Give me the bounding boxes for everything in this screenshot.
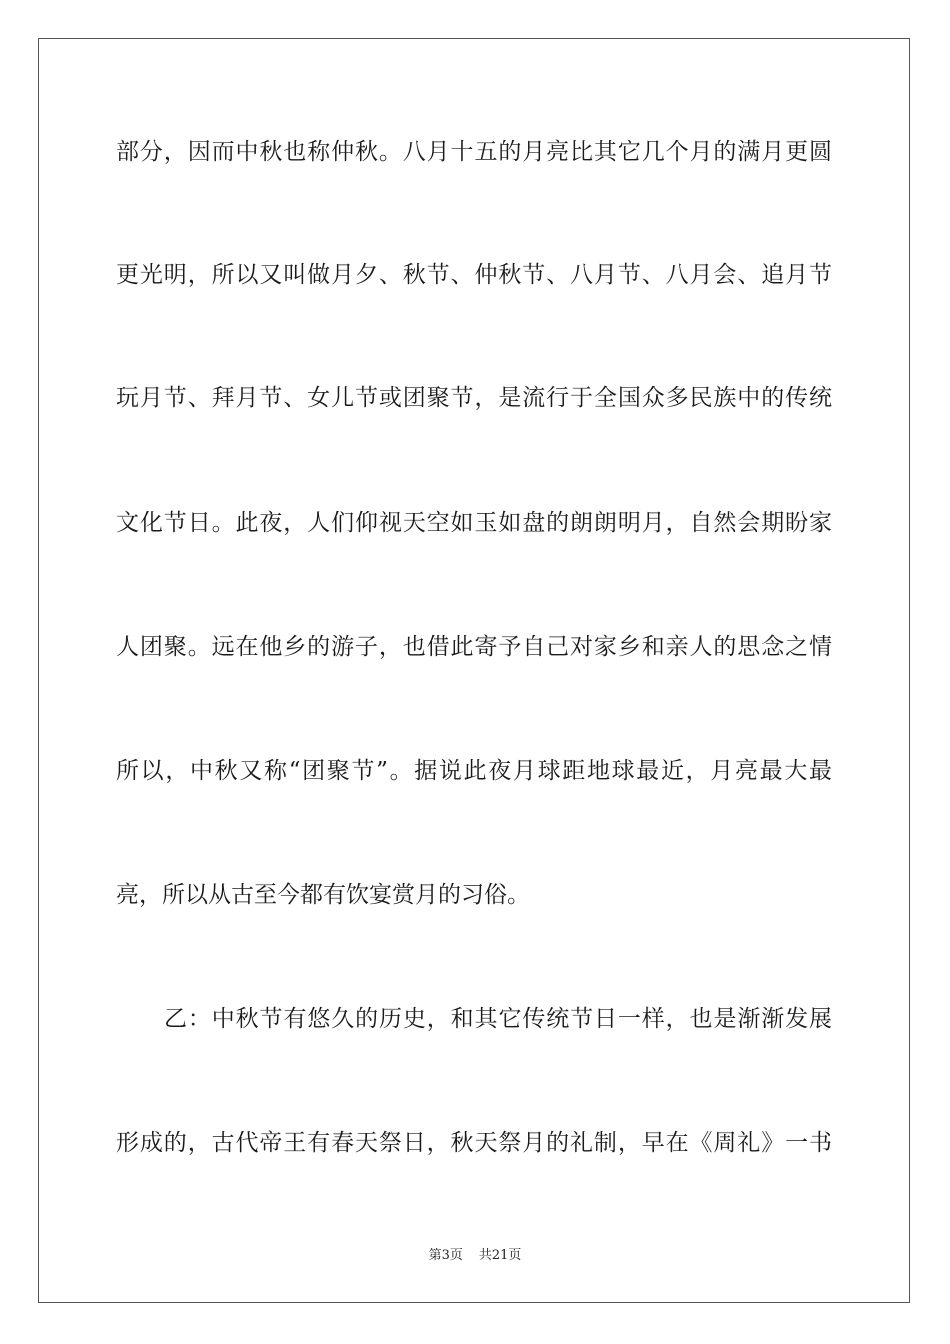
page-border bbox=[38, 38, 910, 1303]
text-line-6: 所以，中秋又称“团聚节”。据说此夜月球距地球最近，月亮最大最 bbox=[116, 758, 832, 784]
text-line-3: 玩月节、拜月节、女儿节或团聚节，是流行于全国众多民族中的传统 bbox=[116, 385, 832, 411]
page-total: 共21页 bbox=[478, 1248, 522, 1263]
text-line-9: 形成的，古代帝王有春天祭日，秋天祭月的礼制，早在《周礼》一书 bbox=[116, 1130, 832, 1156]
page-footer bbox=[0, 1247, 950, 1265]
page-number: 第3页 bbox=[428, 1248, 463, 1263]
text-line-1: 部分，因而中秋也称仲秋。八月十五的月亮比其它几个月的满月更圆 bbox=[116, 139, 832, 165]
text-line-7: 亮，所以从古至今都有饮宴赏月的习俗。 bbox=[116, 882, 530, 908]
paragraph-start-line: 乙：中秋节有悠久的历史，和其它传统节日一样，也是渐渐发展 bbox=[164, 1006, 832, 1032]
text-line-4: 文化节日。此夜，人们仰视天空如玉如盘的朗朗明月，自然会期盼家 bbox=[116, 510, 832, 536]
text-line-2: 更光明，所以又叫做月夕、秋节、仲秋节、八月节、八月会、追月节 bbox=[116, 262, 832, 288]
text-line-5: 人团聚。远在他乡的游子，也借此寄予自己对家乡和亲人的思念之情 bbox=[116, 634, 832, 660]
